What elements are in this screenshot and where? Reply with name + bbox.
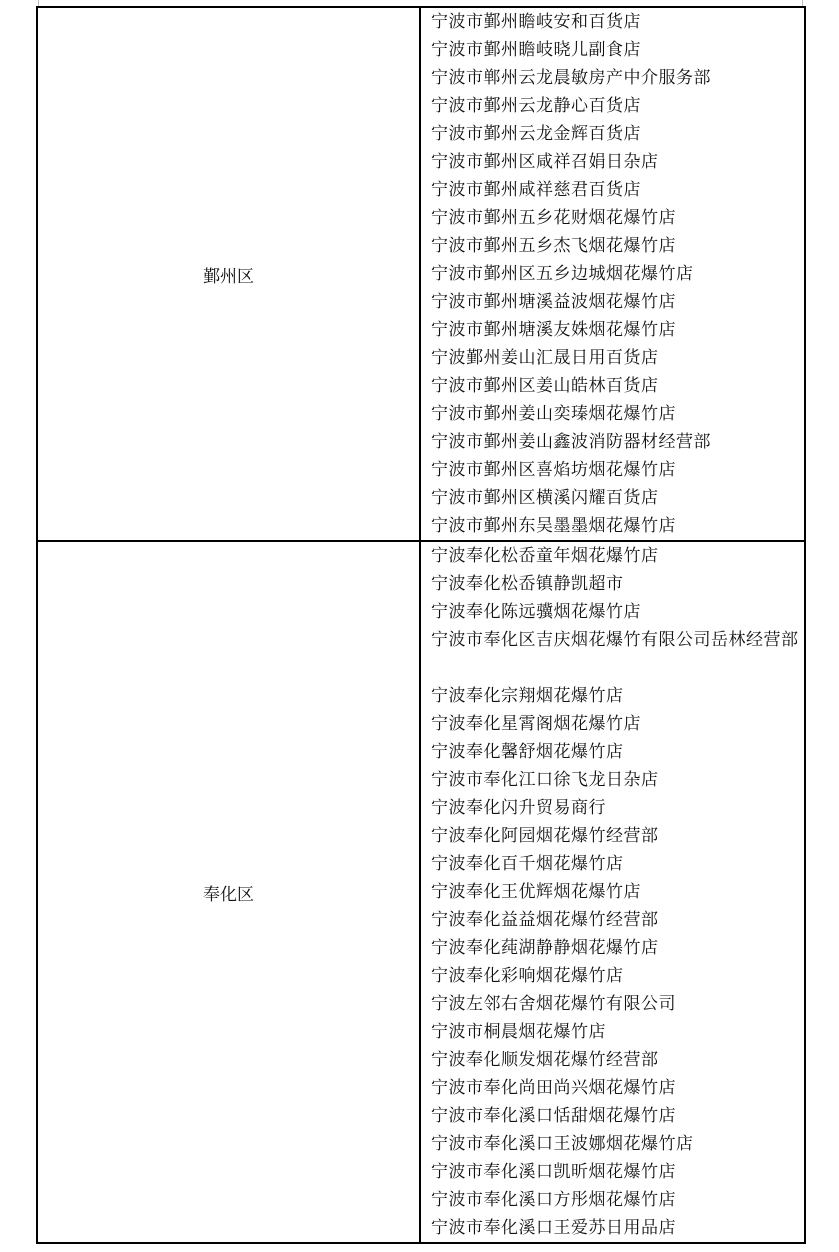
district-cell: 鄞州区 bbox=[37, 7, 420, 541]
list-item: 宁波市鄞州塘溪友姝烟花爆竹店 bbox=[431, 320, 676, 340]
list-item: 宁波奉化莼湖静静烟花爆竹店 bbox=[431, 938, 659, 958]
list-item: 宁波市桐晨烟花爆竹店 bbox=[431, 1022, 606, 1042]
list-item: 宁波市鄞州五乡花财烟花爆竹店 bbox=[431, 208, 676, 228]
stores-cell bbox=[420, 7, 805, 541]
list-item: 宁波鄞州姜山汇晟日用百货店 bbox=[431, 348, 659, 368]
list-item: 宁波市鄞州区咸祥召娟日杂店 bbox=[431, 152, 659, 172]
table-row bbox=[37, 541, 805, 1243]
list-item: 宁波市奉化溪口恬甜烟花爆竹店 bbox=[431, 1106, 676, 1126]
store-list-table bbox=[36, 6, 806, 1244]
list-item: 宁波市奉化溪口凯昕烟花爆竹店 bbox=[431, 1162, 676, 1182]
list-item: 宁波左邻右舍烟花爆竹有限公司 bbox=[431, 994, 676, 1014]
list-item: 宁波市鄞州区姜山皓林百货店 bbox=[431, 376, 659, 396]
list-item: 宁波市鄞州塘溪益波烟花爆竹店 bbox=[431, 292, 676, 312]
list-item: 宁波市鄞州区喜焰坊烟花爆竹店 bbox=[431, 460, 676, 480]
list-item: 宁波市鄞州瞻岐晓儿副食店 bbox=[431, 40, 641, 60]
list-item: 宁波奉化阿园烟花爆竹经营部 bbox=[431, 826, 659, 846]
list-item: 宁波市鄞州咸祥慈君百货店 bbox=[431, 180, 641, 200]
list-item: 宁波奉化闪升贸易商行 bbox=[431, 798, 606, 818]
list-item: 宁波市奉化溪口王波娜烟花爆竹店 bbox=[431, 1134, 694, 1154]
list-item: 宁波奉化星霄阁烟花爆竹店 bbox=[431, 714, 641, 734]
list-item: 宁波奉化陈远骥烟花爆竹店 bbox=[431, 602, 641, 622]
list-item: 宁波奉化顺发烟花爆竹经营部 bbox=[431, 1050, 659, 1070]
list-item: 宁波市鄞州区五乡边城烟花爆竹店 bbox=[431, 264, 694, 284]
list-item: 宁波奉化宗翔烟花爆竹店 bbox=[431, 686, 624, 706]
list-item: 宁波奉化王优辉烟花爆竹店 bbox=[431, 882, 641, 902]
list-item: 宁波市郸州云龙晨敏房产中介服务部 bbox=[431, 68, 711, 88]
table-row bbox=[37, 7, 805, 541]
list-item: 宁波市奉化溪口方彤烟花爆竹店 bbox=[431, 1190, 676, 1210]
list-item: 宁波市奉化江口徐飞龙日杂店 bbox=[431, 770, 659, 790]
list-item: 宁波奉化松岙镇静凯超市 bbox=[431, 574, 624, 594]
list-item: 宁波市鄞州姜山奕瑧烟花爆竹店 bbox=[431, 404, 676, 424]
list-item: 宁波市鄞州云龙静心百货店 bbox=[431, 96, 641, 116]
list-item: 宁波奉化馨舒烟花爆竹店 bbox=[431, 742, 624, 762]
list-item: 宁波奉化益益烟花爆竹经营部 bbox=[431, 910, 659, 930]
list-item: 宁波市奉化尚田尚兴烟花爆竹店 bbox=[431, 1078, 676, 1098]
list-item: 宁波市奉化溪口王爱苏日用品店 bbox=[431, 1218, 676, 1238]
list-item: 宁波奉化松岙童年烟花爆竹店 bbox=[431, 546, 659, 566]
list-item: 宁波市鄞州五乡杰飞烟花爆竹店 bbox=[431, 236, 676, 256]
list-item: 宁波市鄞州瞻岐安和百货店 bbox=[431, 12, 641, 32]
list-item: 宁波市鄞州云龙金辉百货店 bbox=[431, 124, 641, 144]
district-cell: 奉化区 bbox=[37, 541, 420, 1243]
list-item: 宁波市鄞州姜山鑫波消防器材经营部 bbox=[431, 432, 711, 452]
list-item: 宁波市鄞州区横溪闪耀百货店 bbox=[431, 488, 659, 508]
stores-cell bbox=[420, 541, 805, 1243]
list-item: 宁波奉化彩响烟花爆竹店 bbox=[431, 966, 624, 986]
list-item-text: 宁波市奉化区吉庆烟花爆竹有限公司岳林经营部 bbox=[431, 630, 799, 650]
list-item: 宁波奉化百千烟花爆竹店 bbox=[431, 854, 624, 874]
list-item: 宁波市鄞州东吴墨墨烟花爆竹店 bbox=[431, 516, 676, 536]
list-item bbox=[431, 626, 800, 682]
